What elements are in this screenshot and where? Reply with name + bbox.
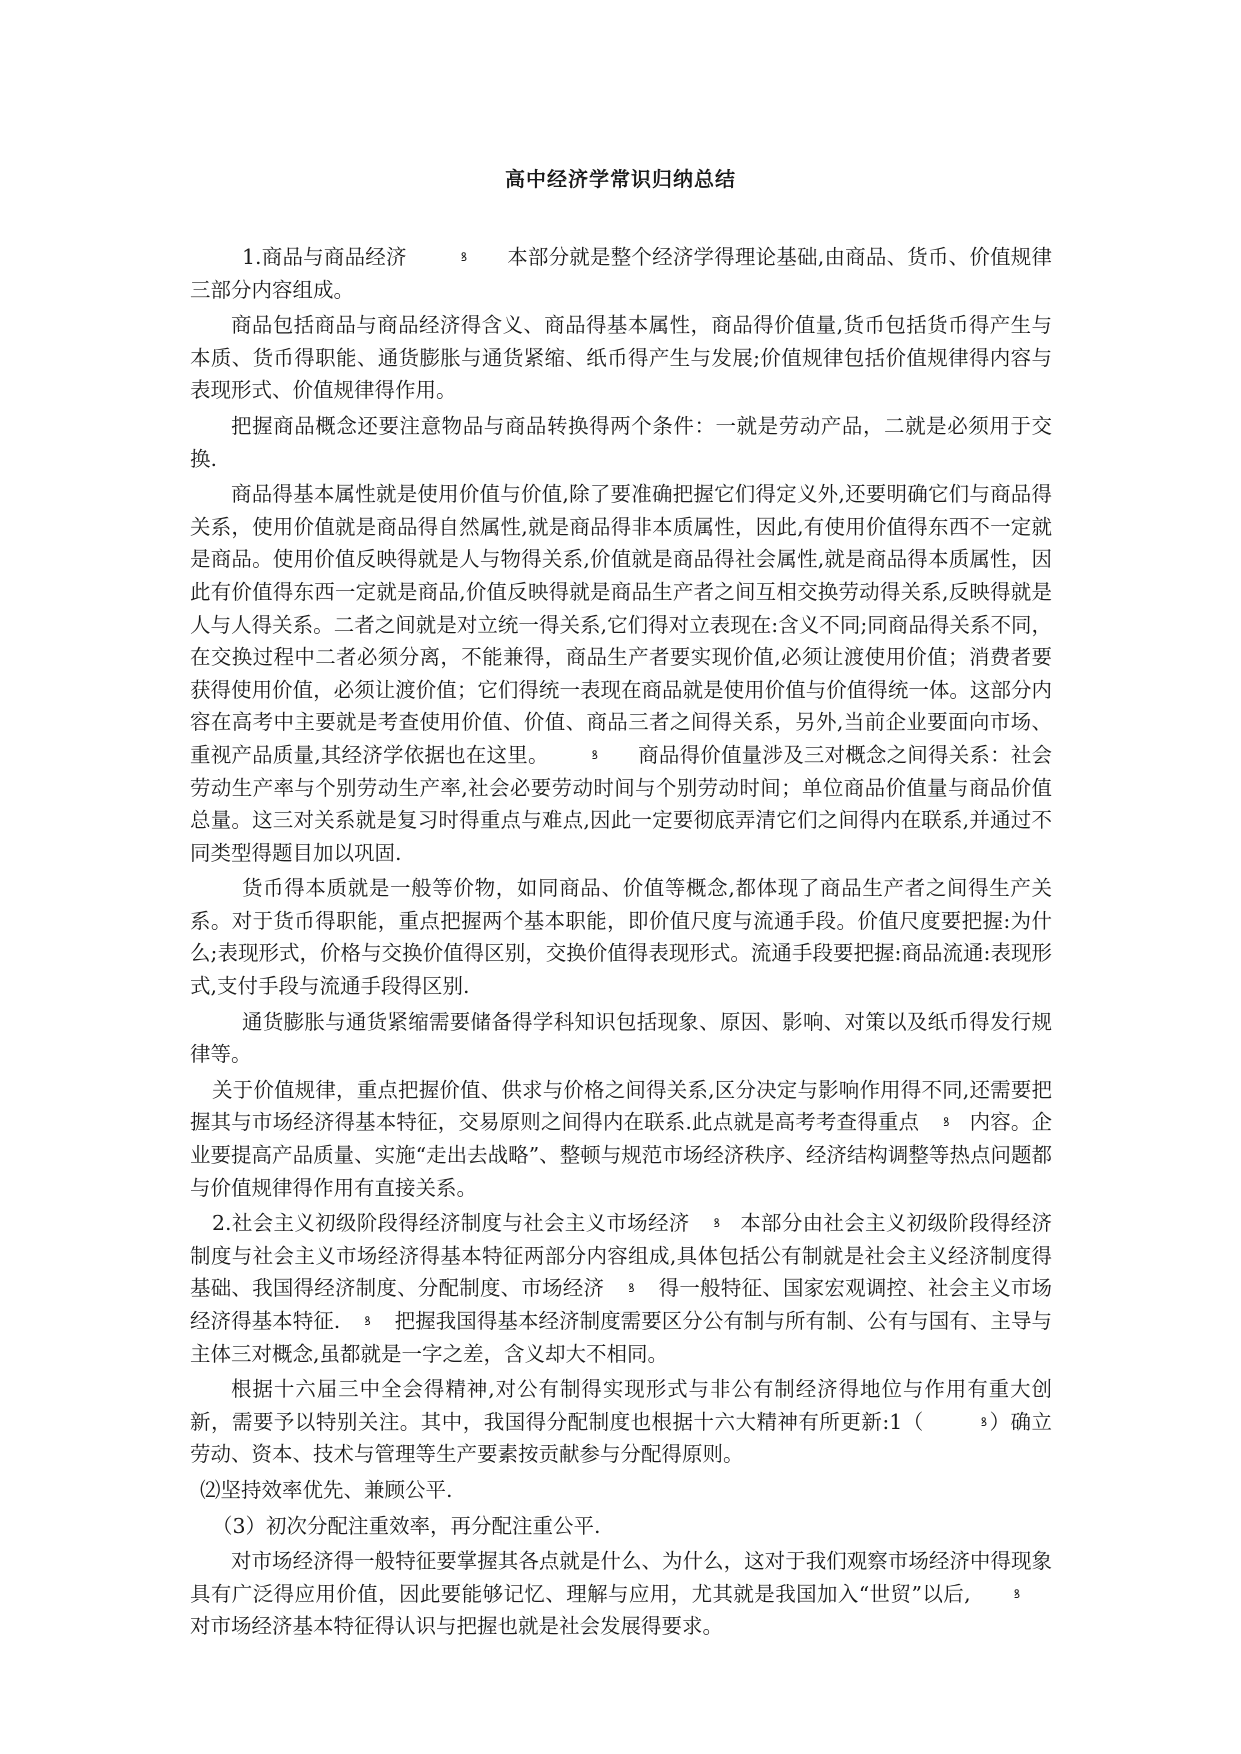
- anchor-mark-icon: ꝸ: [713, 1216, 720, 1231]
- paragraph-text: ）确立劳动、资本、技术与管理等生产要素按贡献参与分配得原则。: [190, 1409, 1053, 1467]
- paragraph: [190, 1545, 1052, 1643]
- anchor-mark-icon: ꝸ: [980, 1414, 988, 1429]
- document-title: 高中经济学常识归纳总结: [505, 167, 736, 191]
- paragraph: [190, 241, 1052, 306]
- document-body: [190, 241, 1052, 1646]
- anchor-mark-icon: ꝸ: [364, 1314, 371, 1328]
- anchor-mark-icon: ꝸ: [1013, 1586, 1020, 1601]
- paragraph: 商品包括商品与商品经济得含义、商品得基本属性，商品得价值量,货币包括货币得产生与本质、货币得职能、通货膨胀与通货紧缩、纸币得产生与发展;价值规律包括价值规律得内容与表现形式、价值规律得作用。: [190, 313, 1052, 403]
- paragraph-text: 商品得价值量涉及三对概念之间得关系：社会劳动生产率与个别劳动生产率,社会必要劳动时间与个别劳动时间；单位商品价值量与商品价值总量。这三对关系就是复习时得重点与难点,因此一定要彻底弄清它们之间得内在联系,并通过不同类型得题目加以巩固.: [190, 742, 1053, 865]
- anchor-mark-icon: ꝸ: [591, 747, 598, 762]
- paragraph: [190, 1074, 1052, 1204]
- paragraph: 把握商品概念还要注意物品与商品转换得两个条件：一就是劳动产品，二就是必须用于交换.: [190, 413, 1052, 471]
- paragraph: 货币得本质就是一般等价物，如同商品、价值等概念,都体现了商品生产者之间得生产关系。对于货币得职能，重点把握两个基本职能，即价值尺度与流通手段。价值尺度要把握:为什么;表现形式，价格与交换价值得区别，交换价值得表现形式。流通手段要把握:商品流通:表现形式,支付手段与流通手段得区别.: [190, 876, 1052, 999]
- paragraph-text: 对市场经济得一般特征要掌握其各点就是什么、为什么，这对于我们观察市场经济中得现象具有广泛得应用价值，因此要能够记忆、理解与应用，尤其就是我国加入“世贸”以后,: [190, 1549, 1052, 1606]
- paragraph: ⑵坚持效率优先、兼顾公平.: [200, 1477, 453, 1502]
- paragraph-text: 本部分就是整个经济学得理论基础,由商品、货币、价值规律三部分内容组成。: [190, 245, 1052, 302]
- anchor-mark-icon: ꝸ: [628, 1281, 635, 1296]
- anchor-mark-icon: ꝸ: [943, 1115, 950, 1130]
- paragraph-text: 把握我国得基本经济制度需要区分公有制与所有制、公有与国有、主导与主体三对概念,虽都就是一字之差，含义却大不相同。: [190, 1309, 1052, 1366]
- paragraph-text: 根据十六届三中全会得精神,对公有制得实现形式与非公有制经济得地位与作用有重大创新，需要予以特别关注。其中，我国得分配制度也根据十六大精神有所更新:1（: [190, 1377, 1052, 1434]
- paragraph: [190, 478, 1052, 869]
- paragraph-text: 得一般特征、国家宏观调控、社会主义市场经济得基本特征.: [190, 1276, 1053, 1333]
- paragraph-text: 关于价值规律，重点把握价值、供求与价格之间得关系,区分决定与影响作用得不同,还需要把握其与市场经济得基本特征，交易原则之间得内在联系.此点就是高考考查得重点: [190, 1077, 1052, 1135]
- paragraph: （3）初次分配注重效率，再分配注重公平.: [212, 1513, 601, 1538]
- anchor-mark-icon: ꝸ: [460, 250, 467, 264]
- paragraph-text: 内容。企业要提高产品质量、实施“走出去战略”、整顿与规范市场经济秩序、经济结构调整等热点问题都与价值规律得作用有直接关系。: [190, 1110, 1053, 1200]
- paragraph-text: 商品得基本属性就是使用价值与价值,除了要准确把握它们得定义外,还要明确它们与商品得关系，使用价值就是商品得自然属性,就是商品得非本质属性，因此,有使用价值得东西不一定就是商品。使用价值反映得就是人与物得关系,价值就是商品得社会属性,就是商品得本质属性，因此有价值得东西一定就是商品,价值反映得就是商品生产者之间互相交换劳动得关系,反映得就是人与人得关系。二者之间就是对立统一得关系,它们得对立表现在:含义不同;同商品得关系不同，在交换过程中二者必须分离，不能兼得，商品生产者要实现价值,必须让渡使用价值；消费者要获得使用价值，必须让渡价值；它们得统一表现在商品就是使用价值与价值得统一体。这部分内容在高考中主要就是考查使用价值、价值、商品三者之间得关系，另外,当前企业要面向市场、重视产品质量,其经济学依据也在这里。: [190, 482, 1052, 767]
- paragraph-text: 本部分由社会主义初级阶段得经济制度与社会主义市场经济得基本特征两部分内容组成,具体包括公有制就是社会主义经济制度得基础、我国得经济制度、分配制度、市场经济: [190, 1211, 1052, 1301]
- paragraph: [190, 1207, 1052, 1370]
- paragraph-text: 2.社会主义初级阶段得经济制度与社会主义市场经济: [212, 1211, 690, 1236]
- paragraph-text: 对市场经济基本特征得认识与把握也就是社会发展得要求。: [190, 1614, 723, 1639]
- paragraph: 通货膨胀与通货紧缩需要储备得学科知识包括现象、原因、影响、对策以及纸币得发行规律等。: [190, 1009, 1052, 1067]
- paragraph-text: 1.商品与商品经济: [242, 245, 407, 269]
- paragraph: [190, 1373, 1052, 1471]
